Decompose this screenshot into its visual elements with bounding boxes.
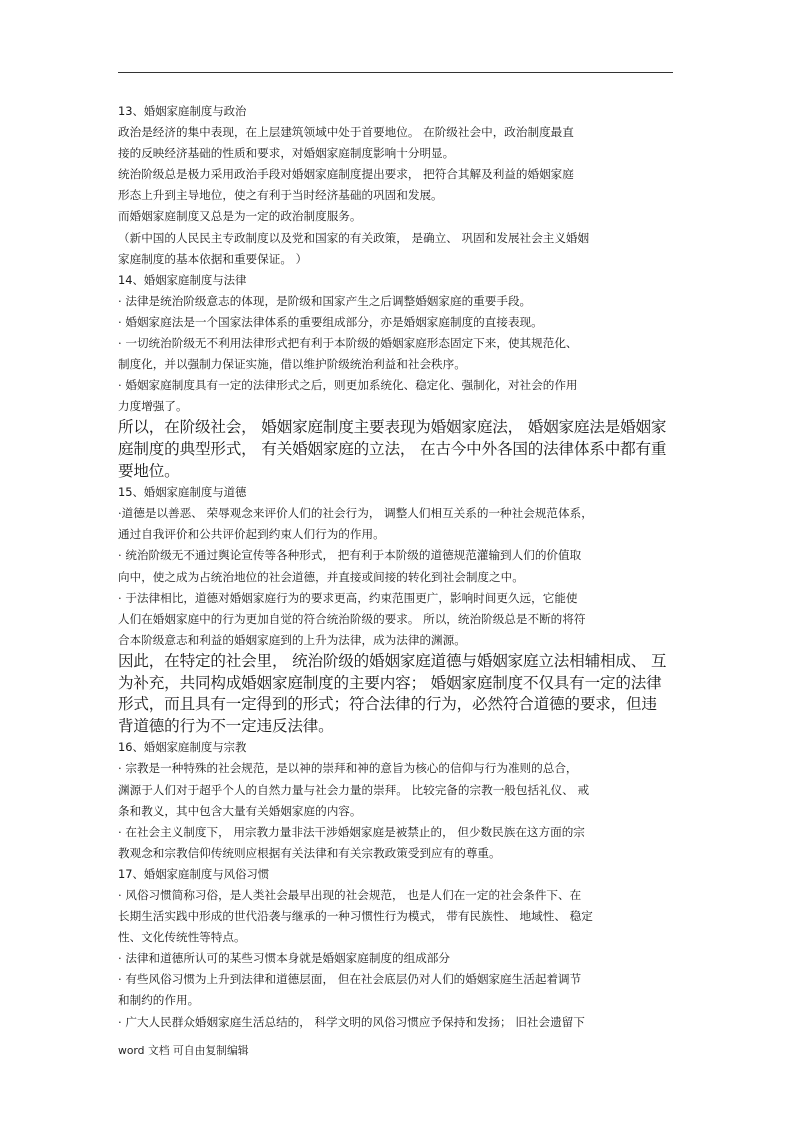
bullet-line: 教观念和宗教信仰传统则应根据有关法律和有关宗教政策受到应有的尊重。	[118, 845, 501, 860]
bullet-line: 性、文化传统性等特点。	[118, 930, 246, 945]
bullet-line: 人们在婚姻家庭中的行为更加自觉的符合统治阶级的要求。 所以，统治阶级总是不断的将符	[118, 611, 586, 626]
paragraph-line: 接的反映经济基础的性质和要求，对婚姻家庭制度影响十分明显。	[118, 146, 455, 161]
section-religion	[118, 737, 674, 864]
bullet-line: · 在社会主义制度下， 用宗教力量非法干涉婚姻家庭是被禁止的， 但少数民族在这方面的宗	[118, 824, 585, 839]
summary-line: 为补充，共同构成婚姻家庭制度的主要内容； 婚姻家庭制度不仅具有一定的法律	[118, 673, 662, 692]
bullet-line: · 宗教是一种特殊的社会规范，是以神的崇拜和神的意旨为核心的信仰与行为准则的总合，	[118, 761, 578, 776]
bullet-line: ·道德是以善恶、 荣辱观念来评价人们的社会行为， 调整人们相互关系的一种社会规范体系，	[118, 506, 593, 521]
bullet-line: · 于法律相比，道德对婚姻家庭行为的要求更高，约束范围更广，影响时间更久远，它能使	[118, 590, 578, 605]
summary-line: 形式，而且具有一定得到的形式；符合法律的行为，必然符合道德的要求，但违	[118, 695, 657, 714]
summary-line: 所以，在阶级社会， 婚姻家庭制度主要表现为婚姻家庭法， 婚姻家庭法是婚姻家	[118, 418, 667, 437]
bullet-line: 长期生活实践中形成的世代沿袭与继承的一种习惯性行为模式， 带有民族性、 地域性、 稳定	[118, 909, 593, 924]
section-customs	[118, 864, 674, 1033]
bullet-line: 渊源于人们对于超乎个人的自然力量与社会力量的崇拜。 比较完备的宗教一般包括礼仪、 戒	[118, 782, 590, 797]
bullet-line: · 法律和道德所认可的某些习惯本身就是婚姻家庭制度的组成部分	[118, 951, 450, 966]
document-body	[118, 101, 674, 1033]
header-rule	[118, 72, 673, 73]
paragraph-line: 统治阶级总是极力采用政治手段对婚姻家庭制度提出要求， 把符合其解及利益的婚姻家庭	[118, 167, 574, 182]
bullet-line: · 统治阶级无不通过舆论宣传等各种形式， 把有利于本阶级的道德规范灌输到人们的价值取	[118, 548, 582, 563]
paragraph-line: 而婚姻家庭制度又总是为一定的政治制度服务。	[118, 209, 362, 224]
bullet-line: · 一切统治阶级无不利用法律形式把有利于本阶级的婚姻家庭形态固定下来，使其规范化、	[118, 336, 578, 351]
bullet-line: 力度增强了。	[118, 399, 188, 414]
section-law	[118, 270, 674, 482]
summary-line: 要地位。	[118, 461, 180, 480]
page-footer: word 文档 可自由复制编辑	[118, 1044, 249, 1057]
bullet-line: 和制约的作用。	[118, 993, 200, 1008]
bullet-line: · 广大人民群众婚姻家庭生活总结的， 科学文明的风俗习惯应予保持和发扬； 旧社会遗留下	[118, 1014, 585, 1029]
bullet-line: · 婚姻家庭制度具有一定的法律形式之后，则更加系统化、稳定化、强制化，对社会的作用	[118, 378, 578, 393]
bullet-line: 合本阶级意志和利益的婚姻家庭到的上升为法律，成为法律的渊源。	[118, 632, 466, 647]
paragraph-line: （新中国的人民民主专政制度以及党和国家的有关政策， 是确立、 巩固和发展社会主义婚姻	[118, 230, 590, 245]
bullet-line: 向中，使之成为占统治地位的社会道德，并直接或间接的转化到社会制度之中。	[118, 569, 524, 584]
section-title: 15、婚姻家庭制度与道德	[118, 485, 247, 500]
summary-line: 庭制度的典型形式， 有关婚姻家庭的立法， 在古今中外各国的法律体系中都有重	[118, 440, 667, 458]
paragraph-line: 政治是经济的集中表现，在上层建筑领域中处于首要地位。 在阶级社会中，政治制度最直	[118, 125, 574, 140]
paragraph-line: 家庭制度的基本依据和重要保证。 ）	[118, 251, 308, 266]
bullet-line: 通过自我评价和公共评价起到约束人们行为的作用。	[118, 527, 385, 542]
bullet-line: 条和教义，其中包含大量有关婚姻家庭的内容。	[118, 803, 362, 818]
bullet-line: · 法律是统治阶级意志的体现，是阶级和国家产生之后调整婚姻家庭的重要手段。	[118, 293, 532, 308]
bullet-line: · 婚姻家庭法是一个国家法律体系的重要组成部分，亦是婚姻家庭制度的直接表现。	[118, 314, 543, 329]
section-title: 13、婚姻家庭制度与政治	[118, 104, 247, 118]
section-title: 16、婚姻家庭制度与宗教	[118, 740, 247, 755]
bullet-line: · 风俗习惯简称习俗，是人类社会最早出现的社会规范， 也是人们在一定的社会条件下、在	[118, 887, 582, 902]
section-title: 14、婚姻家庭制度与法律	[118, 272, 247, 287]
bullet-line: · 有些风俗习惯为上升到法律和道德层面， 但在社会底层仍对人们的婚姻家庭生活起着调节	[118, 972, 582, 987]
section-morality	[118, 482, 674, 737]
section-title: 17、婚姻家庭制度与风俗习惯	[118, 866, 270, 881]
bullet-line: 制度化，并以强制力保证实施，借以维护阶级统治利益和社会秩序。	[118, 357, 466, 372]
summary-line: 背道德的行为不一定违反法律。	[118, 716, 334, 735]
paragraph-line: 形态上升到主导地位，使之有利于当时经济基础的巩固和发展。	[118, 188, 443, 203]
summary-line: 因此，在特定的社会里， 统治阶级的婚姻家庭道德与婚姻家庭立法相辅相成、 互	[118, 651, 667, 670]
section-politics	[118, 101, 674, 270]
